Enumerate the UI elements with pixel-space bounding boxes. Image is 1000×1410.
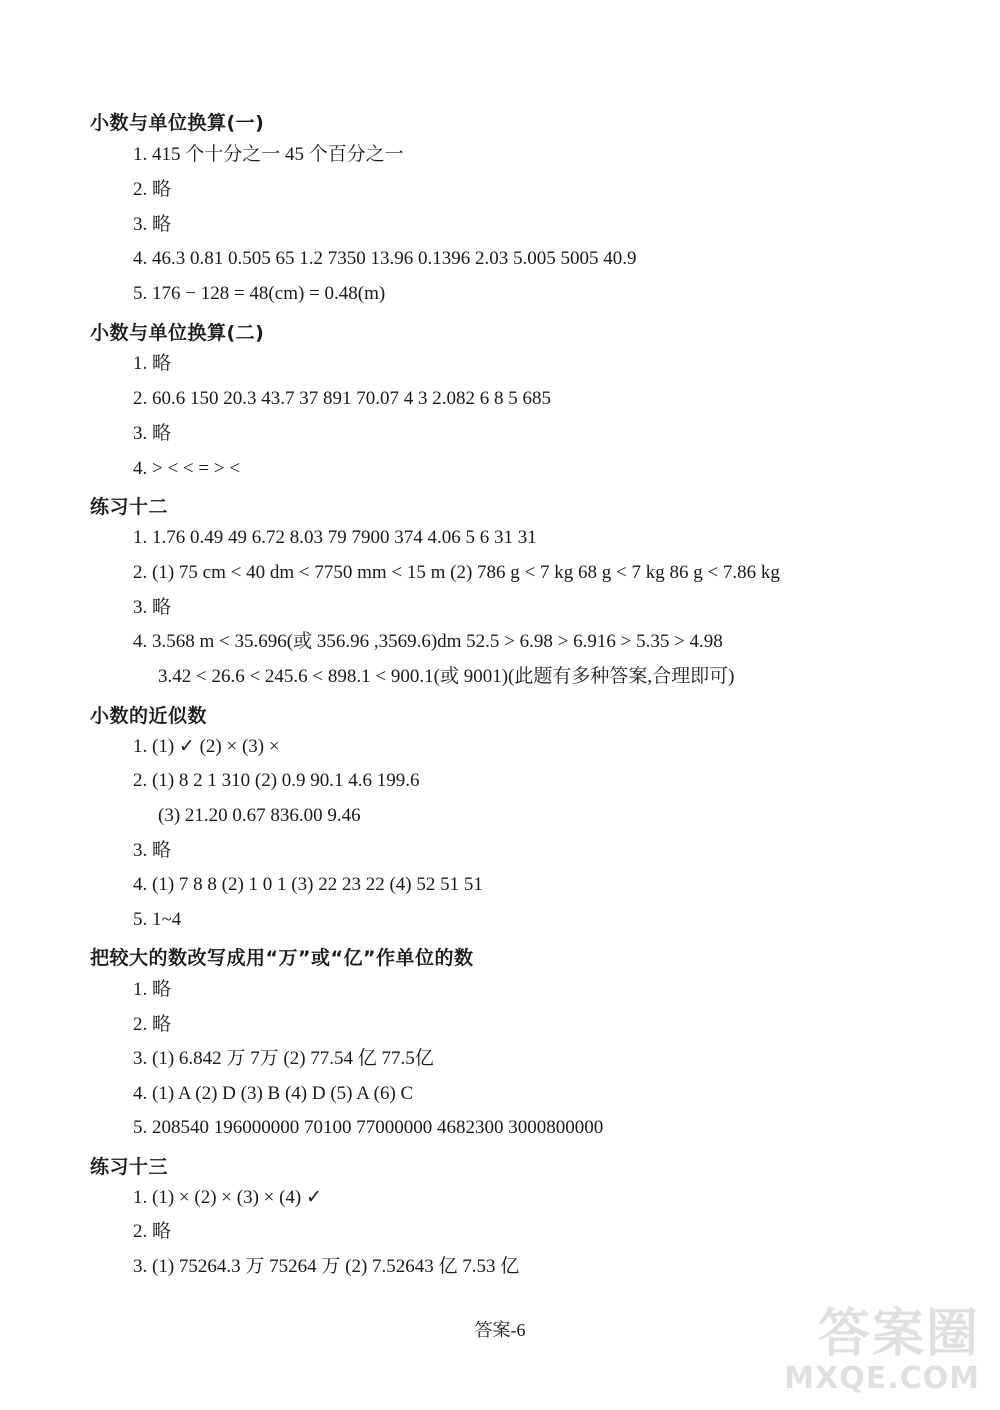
answer-line: 3. 略 xyxy=(133,840,172,861)
answer-line: 3. 略 xyxy=(133,214,172,235)
watermark-main-text: 答案圈 xyxy=(817,1304,980,1364)
answer-line: (3) 21.20 0.67 836.00 9.46 xyxy=(158,805,361,826)
answer-line: 3. 略 xyxy=(133,423,172,444)
section-title-decimal-approximation: 小数的近似数 xyxy=(90,705,208,727)
watermark-sub-text: MXQE.COM xyxy=(784,1361,980,1396)
section-title-exercise-13: 练习十三 xyxy=(90,1156,169,1178)
answer-line: 1. 略 xyxy=(133,979,172,1000)
answer-line: 2. 略 xyxy=(133,179,172,200)
answer-line: 2. 略 xyxy=(133,1014,172,1035)
answer-line: 5. 176 − 128 = 48(cm) = 0.48(m) xyxy=(133,283,386,304)
answer-line: 4. 3.568 m < 35.696(或 356.96 ,3569.6)dm 52.5 > 6.98 > 6.916 > 5.35 > 4.98 xyxy=(133,631,723,652)
answer-line: 3. (1) 75264.3 万 75264 万 (2) 7.52643 亿 7.53 亿 xyxy=(133,1256,520,1277)
answer-line: 3. 略 xyxy=(133,597,172,618)
answer-line: 1. (1) ✓ (2) × (3) × xyxy=(133,736,280,757)
answer-line: 3.42 < 26.6 < 245.6 < 898.1 < 900.1(或 9001)(此题有多种答案,合理即可) xyxy=(158,666,735,687)
section-title-large-number-rewrite: 把较大的数改写成用“万”或“亿”作单位的数 xyxy=(90,947,474,969)
watermark-logo xyxy=(780,1291,980,1396)
answer-line: 5. 208540 196000000 70100 77000000 4682300 3000800000 xyxy=(133,1117,604,1138)
section-title-exercise-12: 练习十二 xyxy=(90,496,169,518)
answer-line: 4. > < < = > < xyxy=(133,458,241,479)
page-footer: 答案-6 xyxy=(474,1320,526,1340)
answer-line: 2. (1) 8 2 1 310 (2) 0.9 90.1 4.6 199.6 xyxy=(133,770,420,791)
answer-line: 2. 60.6 150 20.3 43.7 37 891 70.07 4 3 2.082 6 8 5 685 xyxy=(133,388,551,409)
answer-line: 1. 略 xyxy=(133,353,172,374)
section-title-decimal-unit-conversion-1: 小数与单位换算(一) xyxy=(90,112,265,134)
answer-line: 4. (1) A (2) D (3) B (4) D (5) A (6) C xyxy=(133,1083,414,1104)
section-title-decimal-unit-conversion-2: 小数与单位换算(二) xyxy=(90,322,265,344)
answer-line: 2. (1) 75 cm < 40 dm < 7750 mm < 15 m (2) 786 g < 7 kg 68 g < 7 kg 86 g < 7.86 kg xyxy=(133,562,780,583)
answer-line: 2. 略 xyxy=(133,1221,172,1242)
answer-line: 1. (1) × (2) × (3) × (4) ✓ xyxy=(133,1187,322,1208)
answer-line: 4. (1) 7 8 8 (2) 1 0 1 (3) 22 23 22 (4) 52 51 51 xyxy=(133,874,483,895)
answer-line: 4. 46.3 0.81 0.505 65 1.2 7350 13.96 0.1396 2.03 5.005 5005 40.9 xyxy=(133,248,637,269)
answer-line: 3. (1) 6.842 万 7万 (2) 77.54 亿 77.5亿 xyxy=(133,1048,434,1069)
answer-line: 1. 415 个十分之一 45 个百分之一 xyxy=(133,144,404,165)
answer-line: 5. 1~4 xyxy=(133,909,182,930)
answer-line: 1. 1.76 0.49 49 6.72 8.03 79 7900 374 4.06 5 6 31 31 xyxy=(133,527,537,548)
